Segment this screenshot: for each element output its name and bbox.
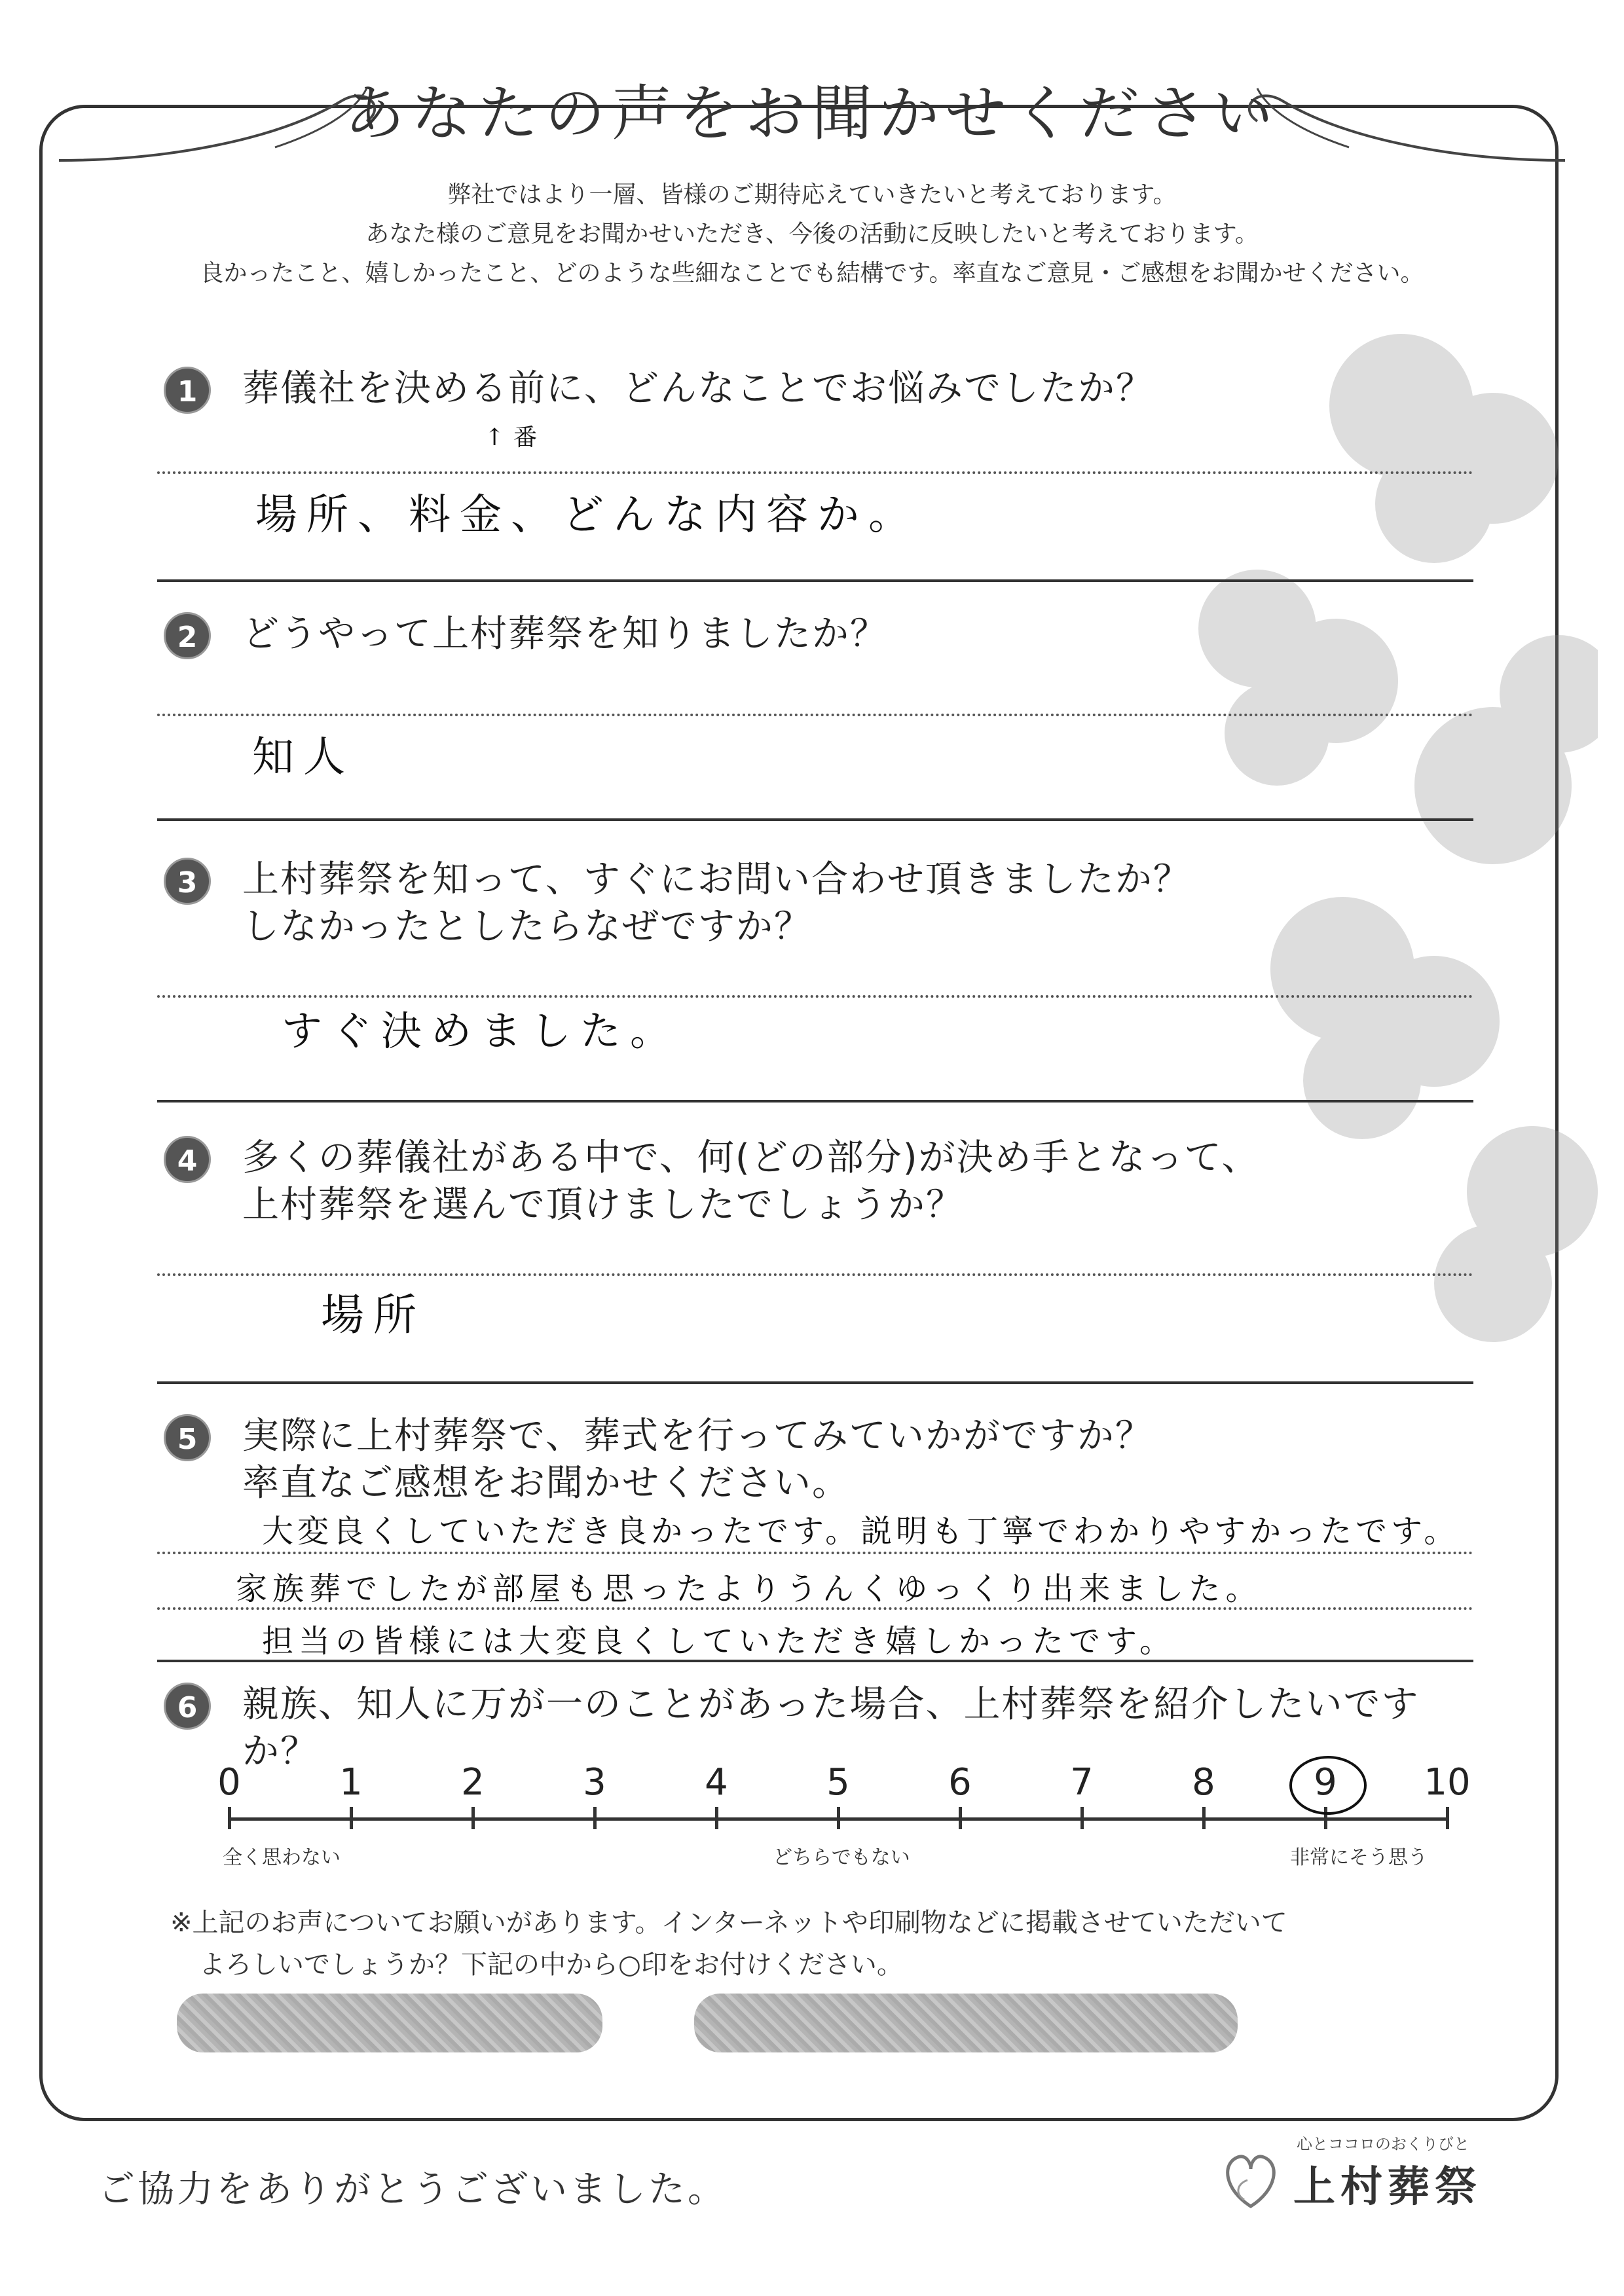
question-text bbox=[242, 856, 1454, 951]
rating-scale bbox=[217, 1761, 1471, 1872]
scale-number[interactable]: 10 bbox=[1424, 1761, 1471, 1804]
logo-name: 上村葬祭 bbox=[1293, 2162, 1482, 2212]
scale-tick bbox=[593, 1807, 597, 1829]
answer-line-dotted bbox=[157, 995, 1473, 998]
question-line: 葬儀社を決める前に、どんなことでお悩みでしたか？ bbox=[242, 367, 1154, 410]
question-line: 上村葬祭を知って、すぐにお問い合わせ頂きましたか？ bbox=[242, 858, 1191, 901]
intro-line: あなた様のご意見をお聞かせいただき、今後の活動に反映したいと考えております。 bbox=[365, 221, 1259, 247]
question-line: 親族、知人に万が一のことがあった場合、上村葬祭を紹介したいですか？ bbox=[242, 1683, 1420, 1773]
question-number-badge: 2 bbox=[164, 612, 211, 659]
note-line: ※上記のお声についてお願いがあります。インターネットや印刷物などに掲載させていただいて bbox=[170, 1908, 1287, 1938]
scale-label-mid: どちらでもない bbox=[773, 1846, 910, 1869]
scale-tick bbox=[959, 1807, 962, 1829]
answer-handwritten: すぐ決めました。 bbox=[282, 1007, 680, 1055]
answer-handwritten: 担当の皆様には大変良くしていただき嬉しかったです。 bbox=[262, 1623, 1177, 1660]
question-line: 率直なご感想をお聞かせください。 bbox=[242, 1462, 850, 1504]
note-line: よろしいでしょうか？下記の中から○印をお付けください。 bbox=[199, 1950, 903, 1980]
scale-tick bbox=[837, 1807, 840, 1829]
scale-number[interactable]: 5 bbox=[826, 1761, 850, 1804]
question-line: しなかったとしたらなぜですか？ bbox=[242, 905, 812, 948]
question-number-badge: 6 bbox=[164, 1683, 211, 1730]
answer-handwritten-insert: ↑番 bbox=[485, 424, 547, 451]
answer-handwritten: 場所 bbox=[321, 1290, 426, 1340]
scale-tick bbox=[1080, 1807, 1084, 1829]
question-number-badge: 4 bbox=[164, 1136, 211, 1183]
answer-handwritten: 知人 bbox=[252, 733, 354, 782]
scale-tick bbox=[350, 1807, 353, 1829]
answer-handwritten: 家族葬でしたが部屋も思ったよりうんくゆっくり出来ました。 bbox=[236, 1571, 1263, 1607]
question-line: 上村葬祭を選んで頂けましたでしょうか？ bbox=[242, 1184, 964, 1226]
scale-number[interactable]: 1 bbox=[339, 1761, 363, 1804]
heart-logo-icon bbox=[1218, 2144, 1283, 2216]
scale-number[interactable]: 6 bbox=[948, 1761, 972, 1804]
intro-line: 弊社ではより一層、皆様のご期待応えていきたいと考えております。 bbox=[447, 181, 1177, 208]
scale-tick bbox=[228, 1807, 231, 1829]
scale-tick bbox=[1202, 1807, 1206, 1829]
answer-line-dotted bbox=[157, 471, 1473, 474]
logo-tagline: 心とココロのおくりびと bbox=[1297, 2135, 1469, 2153]
question-line: どうやって上村葬祭を知りましたか？ bbox=[242, 613, 888, 655]
scale-number[interactable]: 3 bbox=[583, 1761, 606, 1804]
question-text bbox=[242, 365, 1454, 412]
scale-tick bbox=[1446, 1807, 1449, 1829]
answer-line-dotted bbox=[157, 1607, 1473, 1610]
question-text bbox=[242, 1413, 1454, 1507]
intro-line: 良かったこと、嬉しかったこと、どのような些細なことでも結構です。率直なご意見・ご感想をお聞かせください。 bbox=[200, 260, 1424, 287]
intro-text bbox=[0, 175, 1624, 293]
scale-number[interactable]: 2 bbox=[461, 1761, 485, 1804]
answer-line-solid bbox=[157, 1100, 1473, 1102]
answer-line-solid bbox=[157, 1381, 1473, 1384]
question-number-badge: 3 bbox=[164, 858, 211, 905]
question-line: 多くの葬儀社がある中で、何(どの部分)が決め手となって、 bbox=[242, 1137, 1260, 1179]
question-line: 実際に上村葬祭で、葬式を行ってみていかがですか？ bbox=[242, 1415, 1153, 1457]
publication-note bbox=[170, 1902, 1287, 1986]
answer-handwritten: 場所、料金、どんな内容か。 bbox=[255, 491, 919, 539]
redacted-choice bbox=[694, 1994, 1238, 2052]
scale-tick bbox=[471, 1807, 475, 1829]
answer-line-solid bbox=[157, 579, 1473, 582]
scale-number[interactable]: 4 bbox=[705, 1761, 728, 1804]
question-text bbox=[242, 611, 1454, 658]
question-text bbox=[242, 1135, 1454, 1229]
answer-line-dotted bbox=[157, 1552, 1473, 1554]
page-title: あなたの声をお聞かせください bbox=[344, 79, 1280, 149]
scale-label-low: 全く思わない bbox=[223, 1846, 341, 1869]
answer-line-solid bbox=[157, 1660, 1473, 1662]
answer-handwritten: 大変良くしていただき良かったです。説明も丁寧でわかりやすかったです。 bbox=[262, 1513, 1460, 1550]
scale-number[interactable]: 9 bbox=[1314, 1761, 1337, 1804]
answer-line-dotted bbox=[157, 714, 1473, 716]
scale-number[interactable]: 8 bbox=[1192, 1761, 1215, 1804]
question-number-badge: 5 bbox=[164, 1414, 211, 1461]
selected-rating-circle bbox=[1289, 1756, 1367, 1815]
thank-you-message: ご協力をありがとうございました。 bbox=[98, 2168, 727, 2211]
scale-tick bbox=[715, 1807, 718, 1829]
answer-line-solid bbox=[157, 818, 1473, 821]
question-number-badge: 1 bbox=[164, 367, 211, 414]
scale-number[interactable]: 0 bbox=[217, 1761, 241, 1804]
scale-number[interactable]: 7 bbox=[1070, 1761, 1094, 1804]
answer-line-dotted bbox=[157, 1273, 1473, 1276]
company-logo bbox=[1218, 2131, 1545, 2229]
redacted-choice bbox=[177, 1994, 602, 2052]
scale-label-high: 非常にそう思う bbox=[1290, 1846, 1428, 1869]
